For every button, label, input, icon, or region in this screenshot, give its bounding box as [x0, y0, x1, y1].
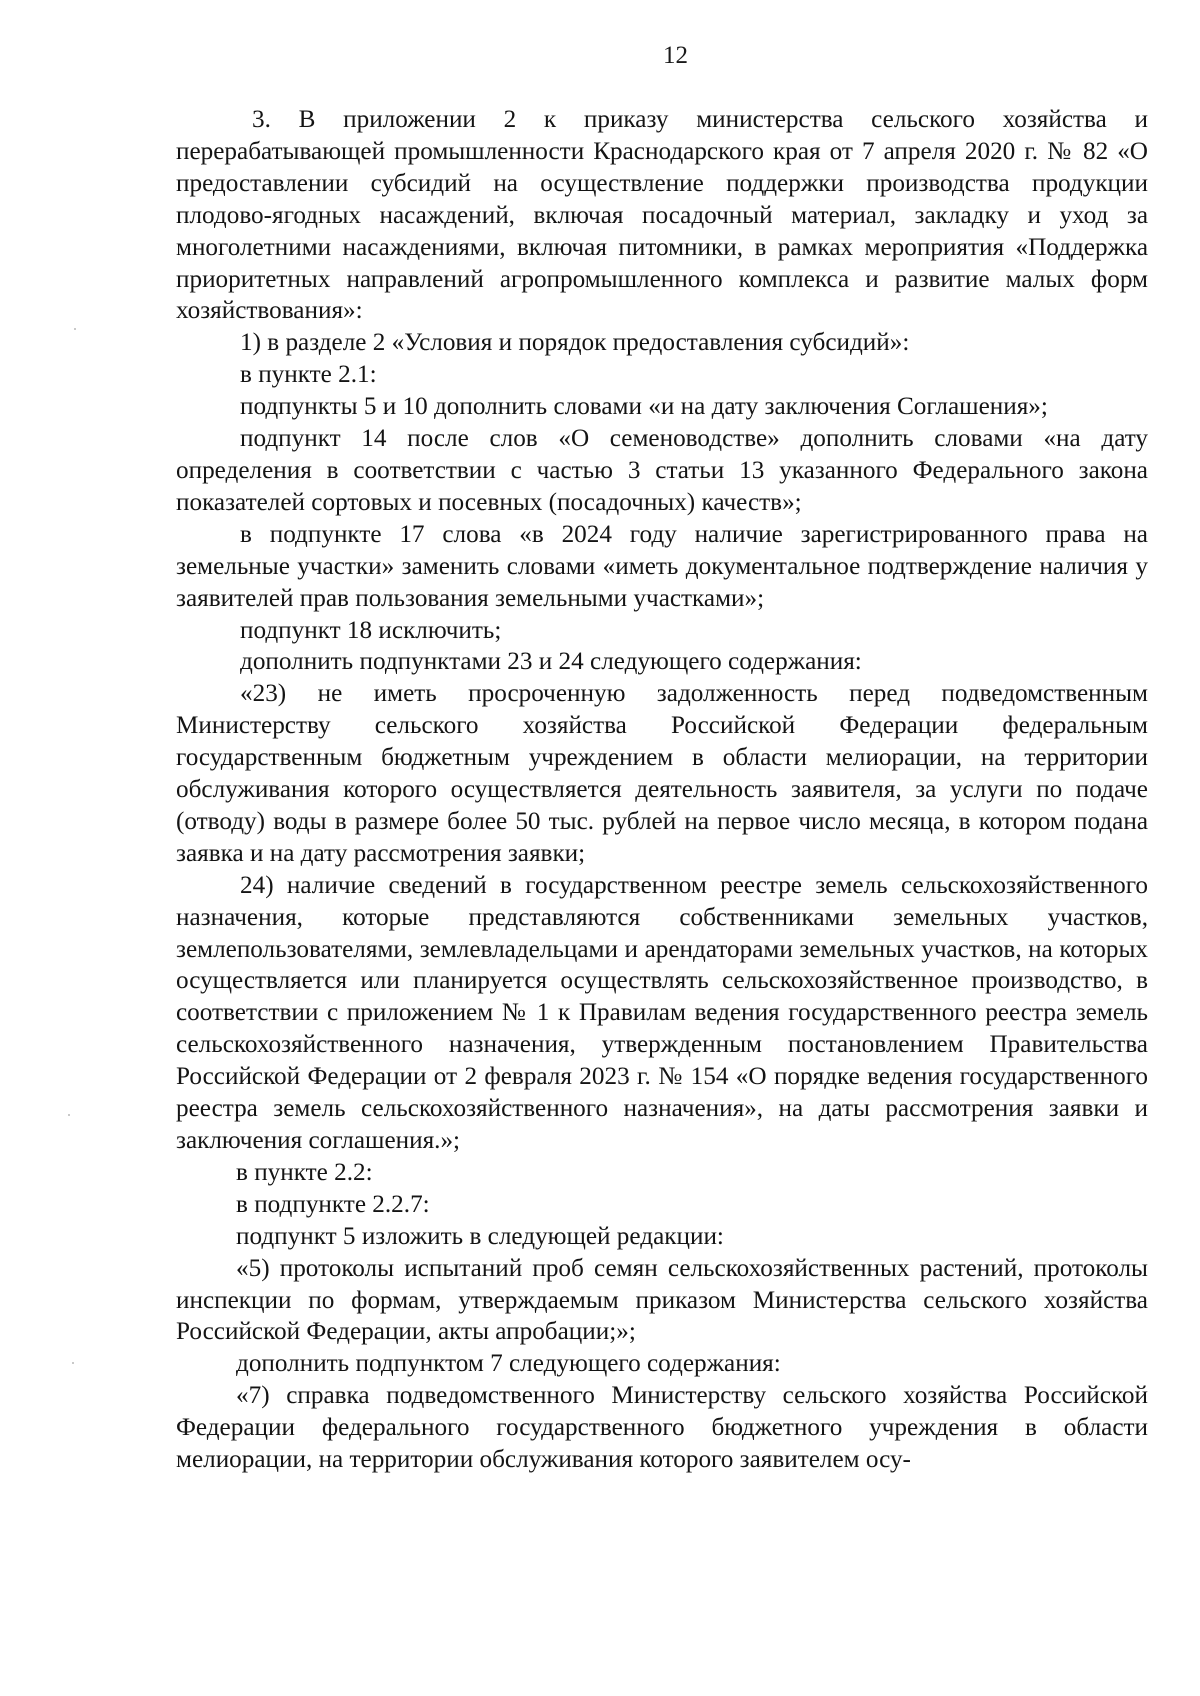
paragraph-subclause-5-edit: подпункт 5 изложить в следующей редакции:: [236, 1222, 724, 1250]
scan-speck: [72, 1362, 74, 1364]
document-body: [176, 104, 1148, 1476]
paragraph-clause-2-1: в пункте 2.1:: [240, 361, 377, 389]
scan-speck: [74, 328, 76, 330]
paragraph-subclause-18: подпункт 18 исключить;: [240, 616, 502, 644]
paragraph-item-3-intro: 3. В приложении 2 к приказу министерства сельского хозяйства и перерабатывающей промышленности Краснодарского края от 7 апреля 2020 г. № 82 «О предоставлении субсидий на осуществление поддержки производства продукции плодово-ягодных насаждений, включая посадочный материал, закладку и уход за многолетними насаждениями, включая питомники, в рамках мероприятия «Поддержка приоритетных направлений агропромышленного комплекса и развитие малых форм хозяйствования»:: [176, 106, 1148, 325]
paragraph-add-subclause-7: дополнить подпунктом 7 следующего содержания:: [236, 1350, 781, 1378]
paragraph-section-2-heading: 1) в разделе 2 «Условия и порядок предоставления субсидий»:: [240, 329, 910, 357]
paragraph-subclause-7-text: «7) справка подведомственного Министерству сельского хозяйства Российской Федерации федерального государственного бюджетного учреждения в области мелиорации, на территории обслуживания которого заявителем осу-: [176, 1382, 1148, 1474]
paragraph-clause-2-2: в пункте 2.2:: [236, 1158, 373, 1186]
paragraph-add-23-24: дополнить подпунктами 23 и 24 следующего содержания:: [240, 648, 862, 676]
scan-speck: [68, 1114, 70, 1116]
paragraph-subclause-24: 24) наличие сведений в государственном реестре земель сельскохозяйственного назначения, которые представляются собственниками земельных участков, землепользователями, землевладельцами и арендаторами земельных участков, на которых осуществляется или планируется осуществлять сельскохозяйственное производство, в соответствии с приложением № 1 к Правилам ведения государственного реестра земель сельскохозяйственного назначения, утвержденным постановлением Правительства Российской Федерации от 2 февраля 2023 г. № 154 «О порядке ведения государственного реестра земель сельскохозяйственного назначения», на даты рассмотрения заявки и заключения соглашения.»;: [176, 871, 1148, 1154]
paragraph-subclause-5-text: «5) протоколы испытаний проб семян сельскохозяйственных растений, протоколы инспекции по формам, утверждаемым приказом Министерства сельского хозяйства Российской Федерации, акты апробации;»;: [176, 1254, 1148, 1346]
paragraph-subclause-14: подпункт 14 после слов «О семеноводстве» дополнить словами «на дату определения в соответствии с частью 3 статьи 13 указанного Федерального закона показателей сортовых и посевных (посадочных) качеств»;: [176, 425, 1148, 516]
paragraph-subclause-23: «23) не иметь просроченную задолженность перед подведомственным Министерству сельского хозяйства Российской Федерации федеральным государственным бюджетным учреждением в области мелиорации, на территории обслуживания которого осуществляется деятельность заявителя, за услуги по подаче (отводу) воды в размере более 50 тыс. рублей на первое число месяца, в котором подана заявка и на дату рассмотрения заявки;: [176, 680, 1148, 867]
paragraph-subclauses-5-10: подпункты 5 и 10 дополнить словами «и на дату заключения Соглашения»;: [240, 393, 1048, 421]
paragraph-clause-2-2-7: в подпункте 2.2.7:: [236, 1190, 430, 1218]
paragraph-subclause-17: в подпункте 17 слова «в 2024 году наличие зарегистрированного права на земельные участки» заменить словами «иметь документальное подтверждение наличия у заявителей прав пользования земельными участками»;: [176, 520, 1148, 612]
page-number: 12: [663, 42, 688, 69]
